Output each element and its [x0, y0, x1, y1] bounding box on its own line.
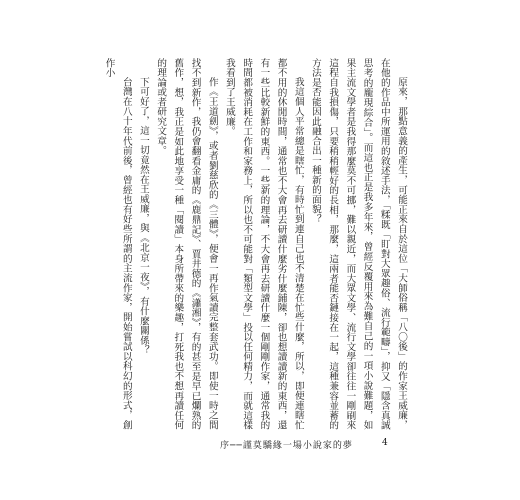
running-head: 序──謹莫驕緣一場小說家的夢	[220, 441, 353, 451]
body-text	[100, 58, 410, 430]
paragraph: 作《王道劍》，或者劉慈欣的《三體》，便會一再作氣讀完整套武功。即使一時之間找不到新作，我仍會翻看金庸的《鹿鼎記》、賈井德的《瀟湘》，有的甚至是早已爛熟的舊作，想，我正是如此地享受一種「閱讀」本身所帶來的樂趣，打死我也不想再讀任何的理論或者研究文章。	[155, 58, 218, 430]
page-footer	[0, 438, 520, 454]
paragraph: 下可好了，這一切竟然在王威廉，與《北京一夜》，有什麼關係？	[137, 77, 149, 356]
paragraph: 我這個人平常總是瞎忙，有時忙到連自己也不清楚在忙些什麼，所以，即便連瞎忙都不用的休閒時間，通常也不大會再去研讀什麼劣什麼鋪陳，卻也想讀讀新的東西，還有一些比較新鮮的東西。一些新的理論，不大會再去研讀什麼一個剛剛作家，通常我的時間都被消耗在工作和家務上，所以也不可能對「類型文學」投以任何精力，而就這樣我看到了王威廉。	[223, 58, 304, 430]
paragraph: 原來，那點意義的產生，可能正來自於這位「大師俗稱「八〇後」的作家王威廉，在他的作品中所運用的敘述手法，「糅既「盯對大眾趣俗、流行範疇」，抑又「隱含真誠思考的龐現綜合」。而這也正是我多年來，曾經反覆用來為難自己的一項小說難題，如果主流文學者是我得那麼莫不可挪，難以親近，而大眾文學、流行文學卻往往一剛刷來這程自我損傷，只要稍稍輕好的長相，那麼，這兩者能否鏈接在一起，這種兼容並蓄的方法是否能因此融合出一種新的面貌？	[309, 58, 407, 430]
paragraph: 台灣在八十年代前後，曾經也有好些所謂的主流作家，開始嘗試以科幻的形式，創作小	[103, 58, 132, 430]
page-number: 4	[382, 438, 388, 448]
